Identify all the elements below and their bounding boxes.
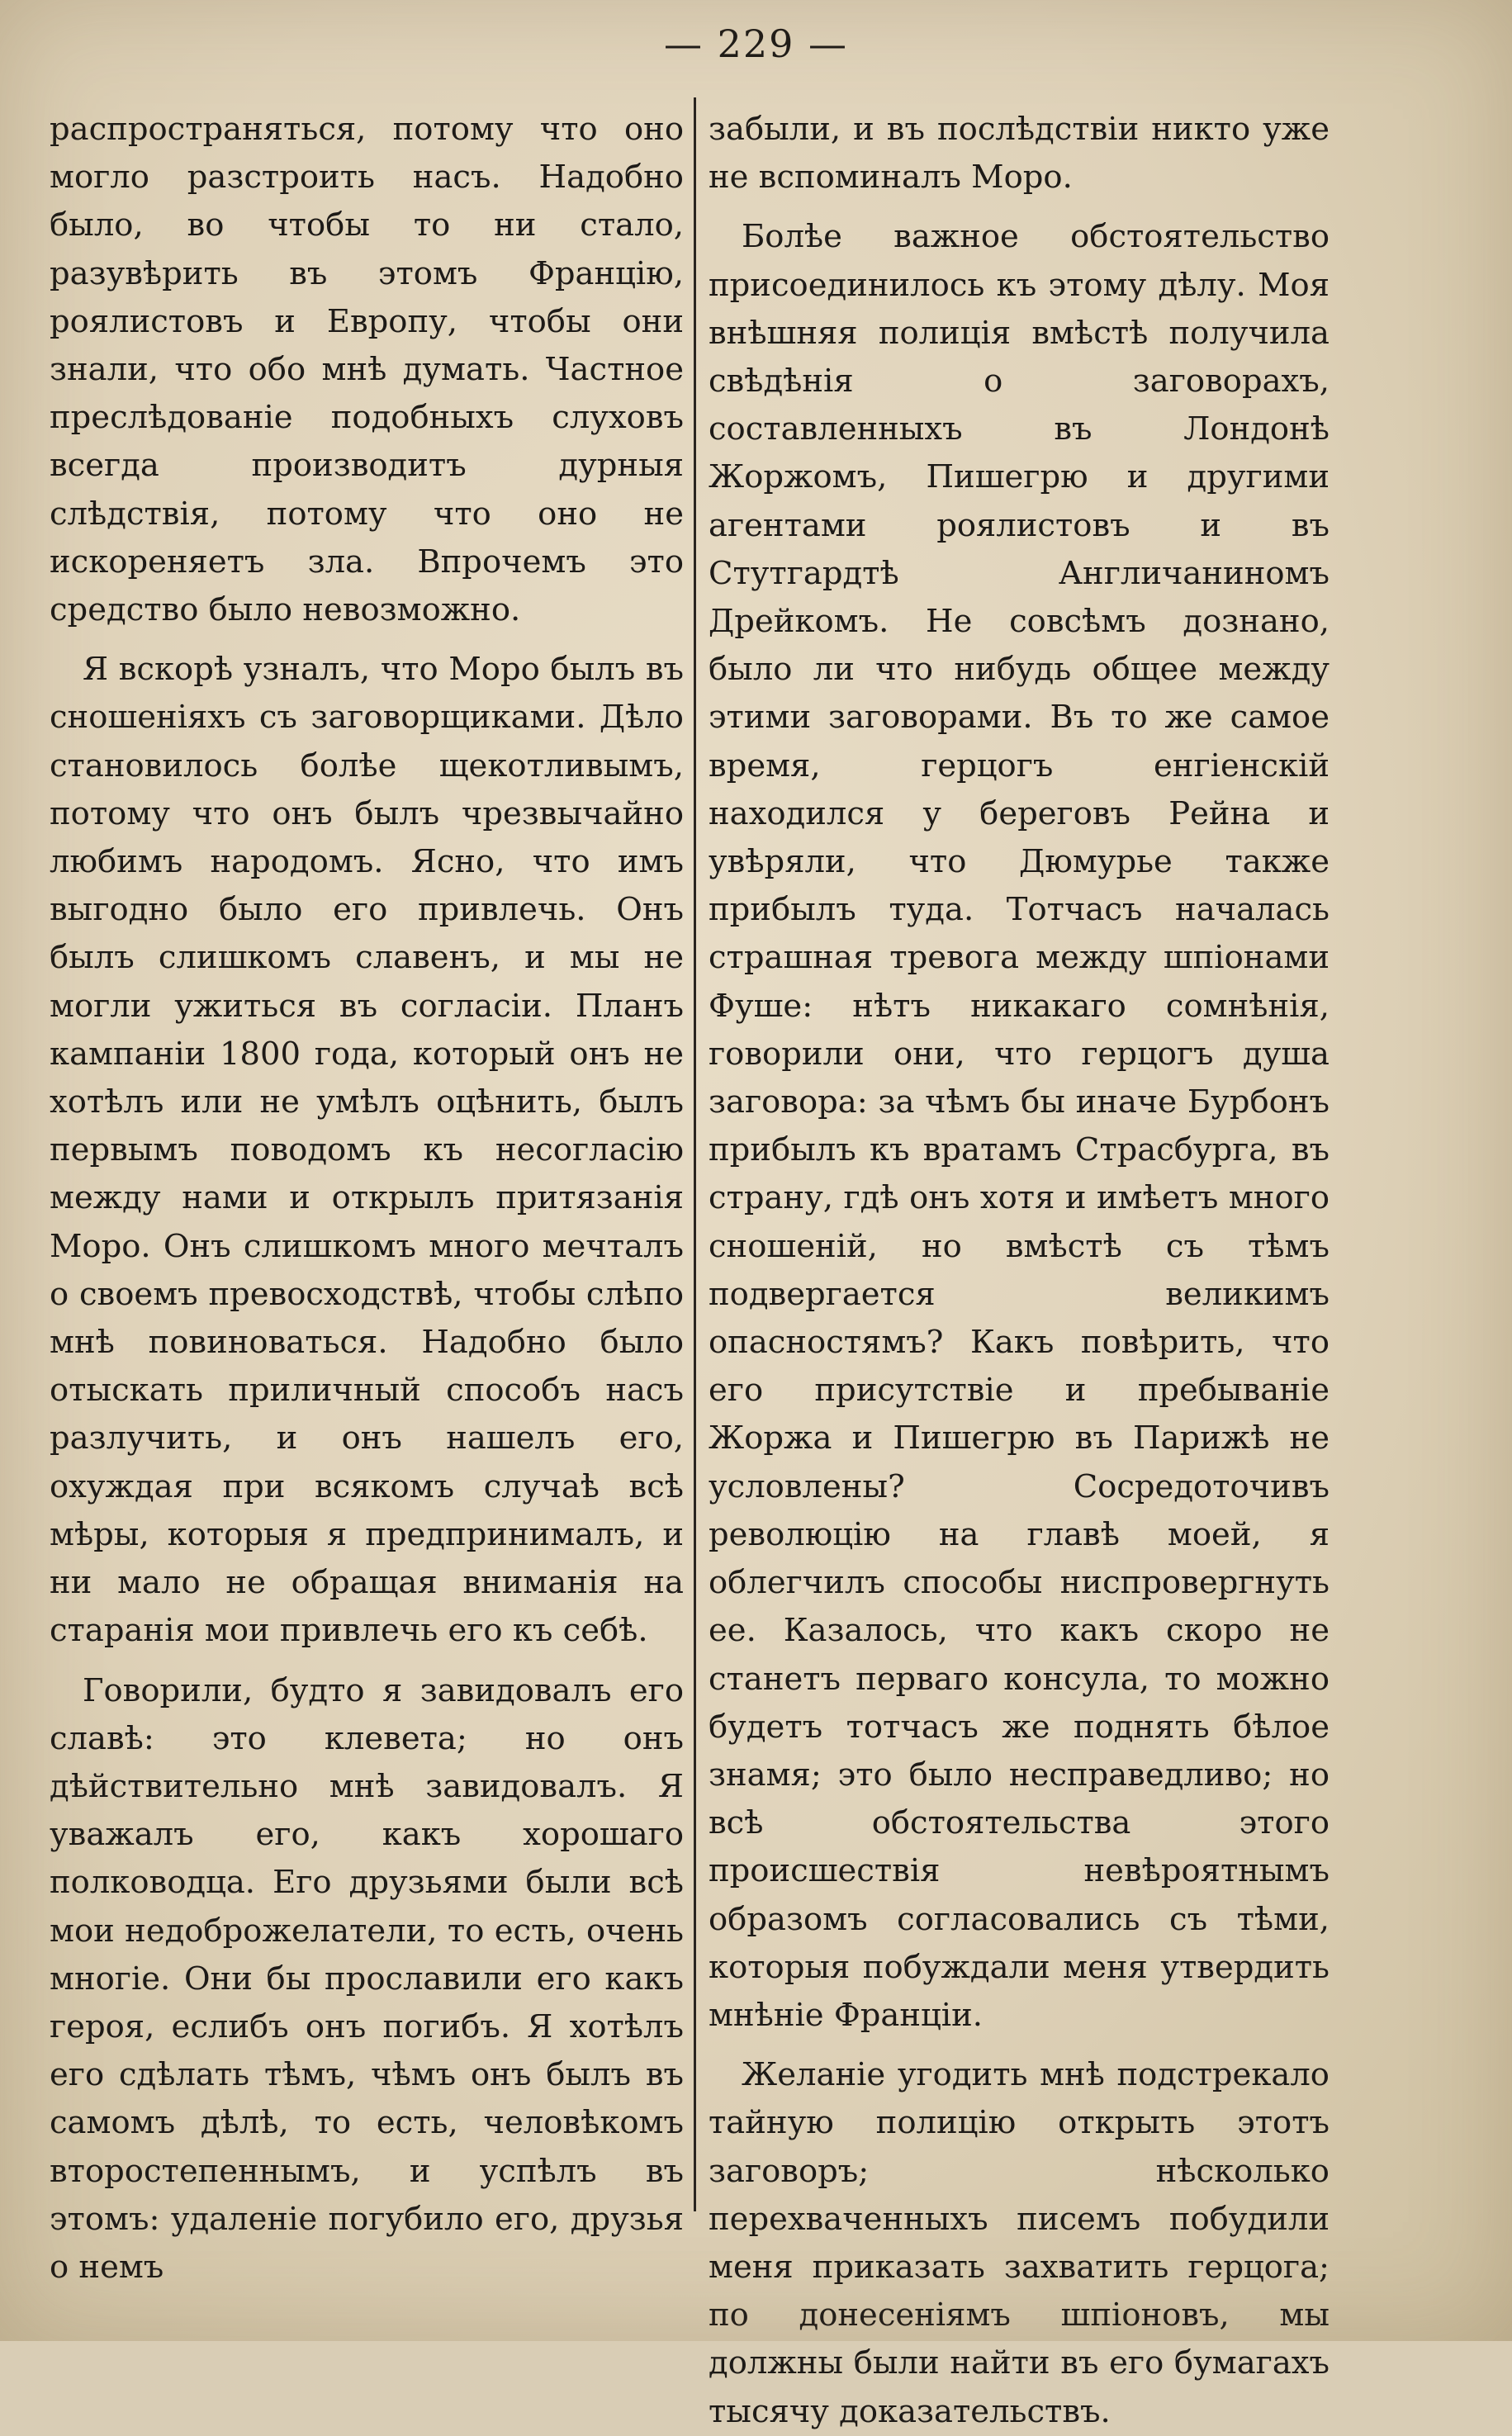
page-number: — 229 — bbox=[663, 21, 849, 66]
paragraph: Я вскорѣ узналъ, что Моро былъ въ сношеніяхъ съ заговорщиками. Дѣло становилось болѣе щекотливымъ, потому что онъ былъ чрезвычайно любимъ народомъ. Ясно, что имъ выгодно было его привлечь. Онъ былъ слишкомъ славенъ, и мы не могли ужиться въ согласіи. Планъ кампаніи 1800 года, который онъ не хотѣлъ или не умѣлъ оцѣнить, былъ первымъ поводомъ къ несогласію между нами и открылъ притязанія Моро. Онъ слишкомъ много мечталъ о своемъ превосходствѣ, чтобы слѣпо мнѣ повиноваться. Надобно было отыскать приличный способъ насъ разлучить, и онъ нашелъ его, охуждая при всякомъ случаѣ всѣ мѣры, которыя я предпринималъ, и ни мало не обращая вниманія на старанія мои привлечь его къ себѣ. bbox=[50, 651, 684, 1650]
paragraph: Болѣе важное обстоятельство присоединилось къ этому дѣлу. Моя внѣшняя полиція вмѣстѣ получила свѣдѣнія о заговорахъ, составленныхъ въ Лондонѣ Жоржомъ, Пишегрю и другими агентами роялистовъ и въ Стутгардтѣ Англичаниномъ Дрейкомъ. Не совсѣмъ дознано, было ли что нибудь общее между этими заговорами. Въ то же самое время, герцогъ енгіенскій находился у береговъ Рейна и увѣряли, что Дюмурье также прибылъ туда. Тотчасъ началась страшная тревога между шпіонами Фуше: нѣтъ никакаго сомнѣнія, говорили они, что герцогъ душа заговора: за чѣмъ бы иначе Бурбонъ прибылъ къ вратамъ Страсбурга, въ страну, гдѣ онъ хотя и имѣетъ много сношеній, но вмѣстѣ съ тѣмъ подвергается великимъ опасностямъ? Какъ повѣрить, что его присутствіе и пребываніе Жоржа и Пишегрю въ Парижѣ не условлены? Сосредоточивъ революцію на главѣ моей, я облегчилъ способы ниспровергнуть ее. Казалось, что какъ скоро не станетъ перваго консула, то можно будетъ тотчасъ же поднять бѣлое знамя; это было несправедливо; но всѣ обстоятельства этого происшествія невѣроятнымъ образомъ согласовались съ тѣми, которыя побуждали меня утвердить мнѣніе Франціи. bbox=[709, 218, 1330, 2034]
paragraph: распространяться, потому что оно могло разстроить насъ. Надобно было, во чтобы то ни стало, разувѣрить въ этомъ Францію, роялистовъ и Европу, чтобы они знали, что обо мнѣ думать. Частное преслѣдованіе подобныхъ слуховъ всегда производитъ дурныя слѣдствія, потому что оно не искореняетъ зла. Впрочемъ это средство было невозможно. bbox=[50, 111, 684, 629]
paragraph: Говорили, будто я завидовалъ его славѣ: это клевета; но онъ дѣйствительно мнѣ завидовалъ. Я уважалъ его, какъ хорошаго полководца. Его друзьями были всѣ мои недоброжелатели, то есть, очень многіе. Они бы прославили его какъ героя, еслибъ онъ погибъ. Я хотѣлъ его сдѣлать тѣмъ, чѣмъ онъ былъ въ самомъ дѣлѣ, то есть, человѣкомъ второстепеннымъ, и успѣлъ въ этомъ: удаленіе погубило его, друзья о немъ bbox=[50, 1671, 684, 2286]
left-column bbox=[50, 106, 684, 2291]
column-divider bbox=[694, 97, 696, 2211]
paragraph: забыли, и въ послѣдствіи никто уже не вспоминалъ Моро. bbox=[709, 111, 1330, 197]
paragraph: Желаніе угодить мнѣ подстрекало тайную полицію открыть этотъ заговоръ; нѣсколько перехваченныхъ писемъ побудили меня приказать захватить герцога; по донесеніямъ шпіоновъ, мы должны были найти въ его бумагахъ тысячу доказательствъ. bbox=[709, 2056, 1330, 2430]
right-column bbox=[709, 106, 1330, 2436]
